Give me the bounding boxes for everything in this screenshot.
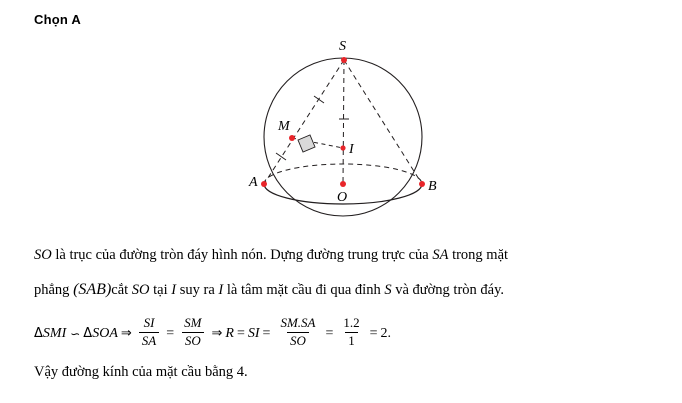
fraction-denominator: 1	[345, 332, 358, 349]
conclusion-line: Vậy đường kính của mặt cầu bằng 4.	[34, 364, 248, 381]
term-SA: SA	[432, 247, 449, 263]
line1-text-1: là trục của đường tròn đáy hình nón. Dựng đường trung trực của	[51, 247, 433, 263]
triangle-symbol-2: Δ	[83, 326, 93, 342]
term-I-2: I	[218, 282, 224, 299]
similar-symbol: ∽	[70, 326, 80, 341]
geometry-figure	[236, 34, 451, 224]
implies-symbol-2: ⇒	[211, 326, 223, 342]
tick-mark-MA	[276, 153, 286, 160]
axis-SO	[343, 60, 344, 184]
answer-choice-label: Chọn A	[34, 12, 81, 27]
fraction-numerator: SM.SA	[280, 315, 316, 331]
fraction-numerator: SI	[143, 315, 155, 331]
fraction-SMSA-SO	[277, 316, 318, 349]
fraction-SM-SO	[181, 316, 204, 349]
label-A: A	[249, 175, 258, 190]
triangle-symbol-1: Δ	[34, 326, 43, 342]
label-B: B	[428, 179, 437, 194]
right-angle-marker	[298, 135, 315, 152]
equation-result: 2	[380, 325, 388, 341]
equals-1: =	[166, 325, 175, 341]
solution-text	[34, 244, 648, 381]
line2-text-2: cắt	[111, 282, 132, 299]
fraction-SI-SA	[139, 316, 159, 349]
fraction-numerator: SM	[184, 315, 202, 331]
implies-symbol-1: ⇒	[120, 326, 132, 342]
equals-4: =	[325, 325, 334, 341]
label-M: M	[278, 119, 290, 134]
equals-5: =	[369, 325, 378, 341]
solution-line-1	[34, 244, 648, 266]
point-B	[419, 181, 425, 187]
term-SI: SI	[247, 325, 260, 341]
point-I	[340, 145, 345, 150]
fraction-denominator: SO	[287, 332, 309, 349]
term-I-1: I	[171, 282, 177, 299]
line2-text-1: phẳng	[34, 282, 74, 299]
edge-SA	[264, 60, 344, 184]
line2-text-6: và đường tròn đáy.	[391, 282, 505, 299]
label-O: O	[337, 190, 348, 205]
equation-period: .	[387, 325, 392, 341]
triangle-SOA: SOA	[92, 325, 118, 341]
fraction-numeric	[340, 316, 362, 349]
term-SO-2: SO	[131, 282, 150, 299]
edge-SB	[344, 60, 422, 184]
triangle-SMI: SMI	[42, 325, 67, 341]
term-SAB: (SAB)	[73, 281, 112, 299]
fraction-denominator: SA	[139, 332, 159, 349]
line2-text-5: là tâm mặt cầu đi qua đỉnh	[223, 282, 385, 299]
label-S: S	[339, 39, 346, 54]
equals-2: =	[236, 325, 245, 341]
point-M	[289, 135, 295, 141]
solution-line-2	[34, 278, 648, 303]
term-R: R	[225, 325, 234, 341]
fraction-denominator: SO	[182, 332, 204, 349]
label-I: I	[349, 142, 354, 157]
tick-mark-SM	[314, 96, 324, 103]
point-S	[341, 57, 347, 63]
term-SO: SO	[34, 247, 52, 263]
line1-text-2: trong mặt	[448, 247, 509, 263]
line2-text-4: suy ra	[176, 282, 219, 299]
point-O	[340, 181, 346, 187]
equals-3: =	[262, 325, 271, 341]
point-A	[261, 181, 267, 187]
solution-equation	[34, 317, 648, 350]
line2-text-3: tại	[149, 282, 172, 299]
fraction-numerator: 1.2	[343, 315, 360, 331]
term-S: S	[384, 282, 392, 299]
